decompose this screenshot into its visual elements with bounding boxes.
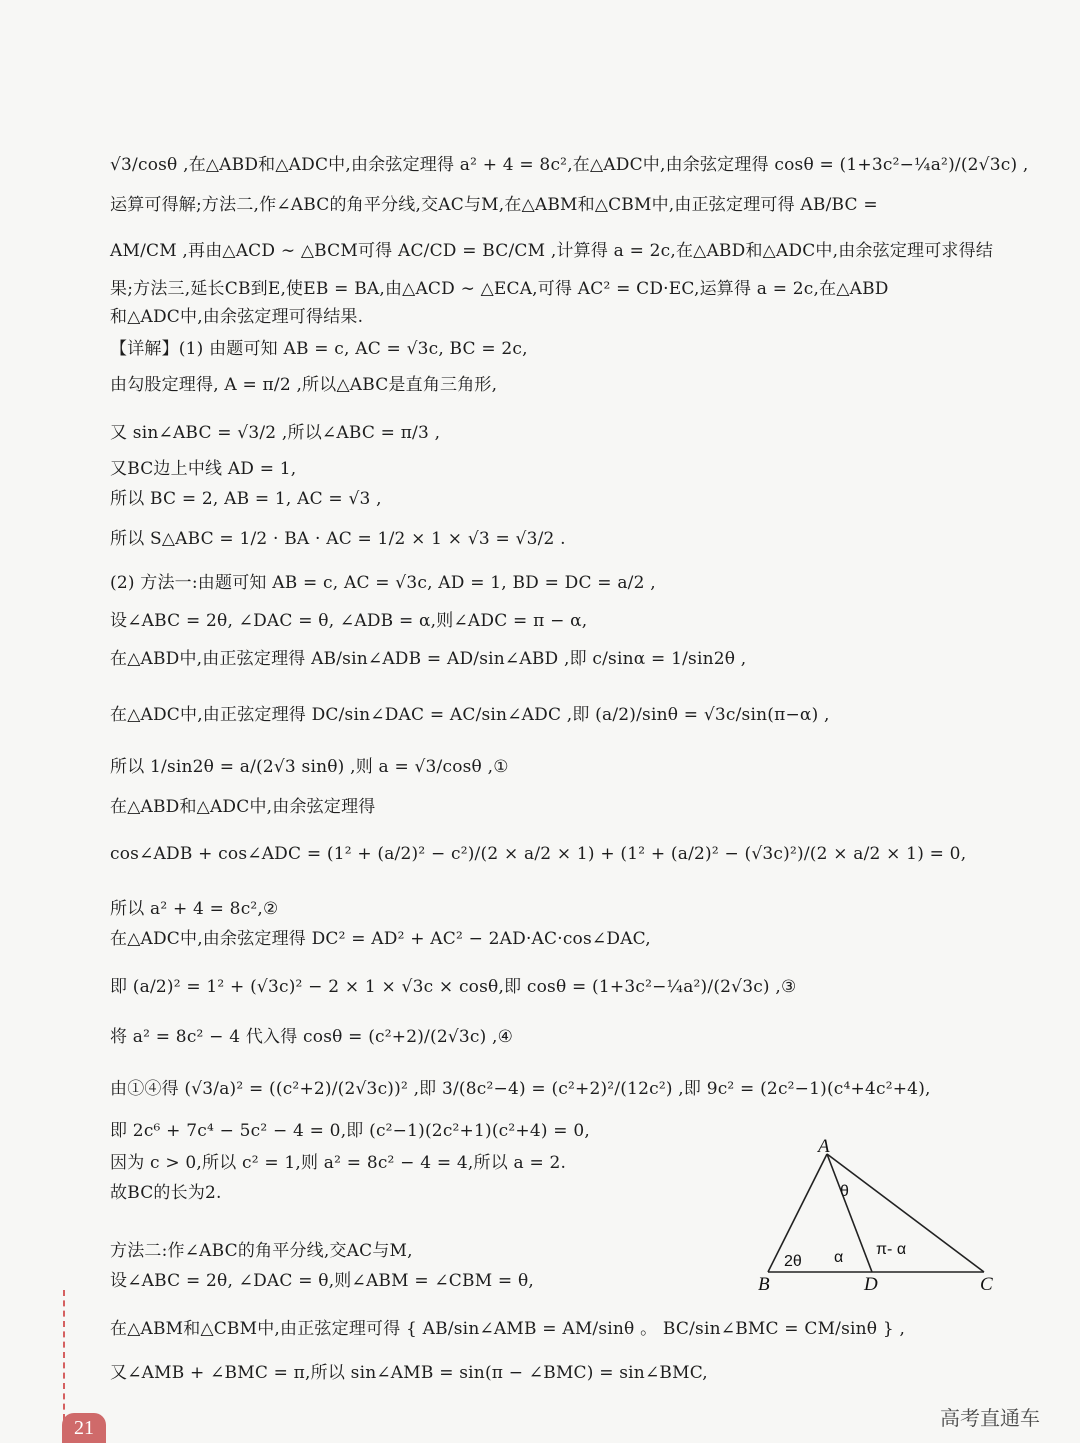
triangle-figure <box>750 1138 1010 1298</box>
angle-b-label: 2θ <box>784 1253 802 1270</box>
angle-dac-label: θ <box>840 1183 849 1200</box>
angle-adb-label: α <box>834 1249 844 1266</box>
page-number: 21 <box>62 1413 106 1443</box>
point-b-label: B <box>758 1274 770 1295</box>
point-d-label: D <box>864 1274 878 1295</box>
point-c-label: C <box>980 1274 993 1295</box>
point-a-label: A <box>818 1138 830 1157</box>
angle-adc-label: π- α <box>876 1241 907 1258</box>
margin-dashed-line <box>63 1290 65 1420</box>
watermark: 高考直通车 <box>940 1406 1040 1430</box>
